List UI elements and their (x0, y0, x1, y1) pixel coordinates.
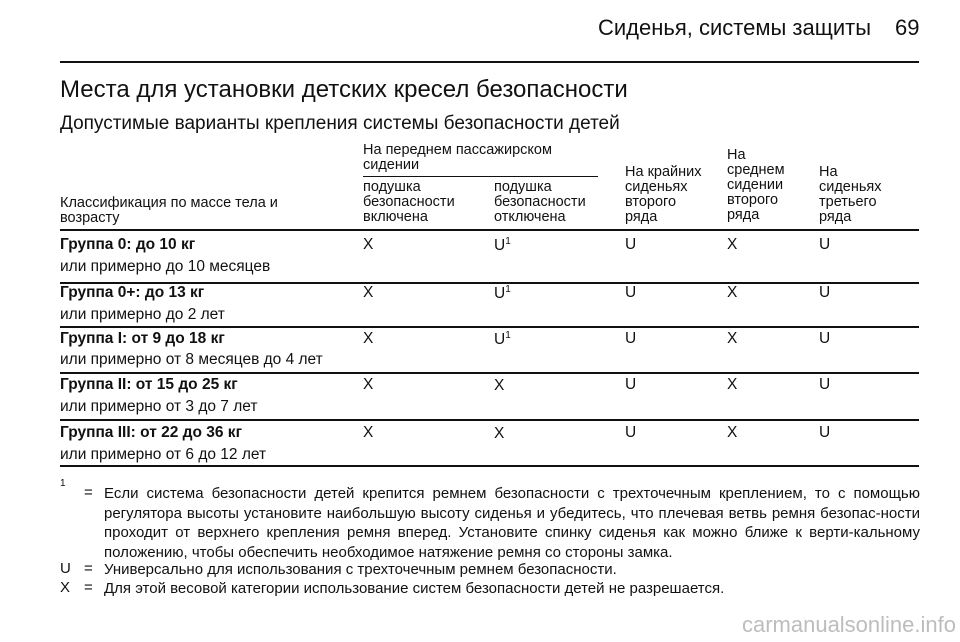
table-header-airbag-on: подушка безопасности включена (363, 179, 455, 225)
age-label: или примерно от 3 до 7 лет (60, 398, 258, 415)
cell-airbag-on: X (363, 376, 374, 393)
cell-second-outer: U (625, 376, 637, 393)
footnote-text: Если система безопасности детей крепится ремнем безопасности с трехточечным креплением, то с помощью регулятора высоты установите наибольшую высоту сиденья и убедитесь, что плечевая ветвь ремня безопас-ности проходит от верхнего крепления ремня вперед. Установите спинку сиденья как можно ближе к верти-кальному положению, чтобы обеспечить необходимое натяжение ремня со стороны замка. (104, 485, 920, 561)
group-label: Группа 0: до 10 кг (60, 236, 196, 253)
section-heading: Места для установки детских кресел безопасности (60, 76, 628, 103)
cell-second-center: X (727, 424, 738, 441)
cell-third: U (819, 376, 831, 393)
footnote-equals: = (84, 579, 93, 596)
cell-third: U (819, 424, 831, 441)
row-rule (60, 419, 919, 421)
cell-airbag-off: $U^1$ (494, 330, 511, 349)
cell-airbag-off: X (494, 425, 505, 443)
watermark: carmanualsonline.info (741, 612, 956, 637)
cell-second-outer: U (625, 284, 637, 301)
cell-second-center: X (727, 284, 738, 301)
cell-airbag-off: X (494, 377, 505, 395)
footnote-equals: = (84, 484, 93, 501)
cell-second-outer: U (625, 330, 637, 347)
table-header-second-row-center: На среднем сидении второго ряда (727, 147, 785, 223)
group-label: Группа 0+: до 13 кг (60, 284, 205, 301)
cell-airbag-off: $U^1$ (494, 284, 511, 303)
table-header-front-passenger: На переднем пассажирском сидении (363, 142, 552, 173)
footnote-mark: 1 (60, 478, 66, 489)
row-rule (60, 372, 919, 374)
row-rule (60, 326, 919, 328)
footnote-text: Для этой весовой категории использование систем безопасности детей не разрешается. (104, 580, 725, 597)
group-label: Группа II: от 15 до 25 кг (60, 376, 238, 393)
age-label: или примерно до 10 месяцев (60, 258, 271, 275)
table-header-third-row: На сиденьях третьего ряда (819, 164, 882, 225)
page-header-title: Сиденья, системы защиты (598, 15, 872, 40)
cell-third: U (819, 330, 831, 347)
cell-airbag-on: X (363, 424, 374, 441)
age-label: или примерно от 8 месяцев до 4 лет (60, 351, 323, 368)
front-passenger-rule (363, 176, 598, 177)
table-header-airbag-off: подушка безопасности отключена (494, 179, 586, 225)
table-bottom-rule (60, 465, 919, 467)
age-label: или примерно до 2 лет (60, 306, 225, 323)
footnote-equals: = (84, 560, 93, 577)
section-subheading: Допустимые варианты крепления системы безопасности детей (60, 113, 620, 134)
cell-third: U (819, 236, 831, 253)
header-rule (60, 61, 919, 63)
cell-third: U (819, 284, 831, 301)
cell-second-center: X (727, 330, 738, 347)
table-header-second-row-outer: На крайних сиденьях второго ряда (625, 164, 702, 225)
table-header-rule (60, 229, 919, 231)
cell-airbag-off: $U^1$ (494, 236, 511, 255)
age-label: или примерно от 6 до 12 лет (60, 446, 267, 463)
footnote-text: Универсально для использования с трехточечным ремнем безопасности. (104, 561, 617, 578)
footnote-mark: X (60, 579, 71, 596)
group-label: Группа I: от 9 до 18 кг (60, 330, 225, 347)
cell-second-outer: U (625, 424, 637, 441)
cell-airbag-on: X (363, 284, 374, 301)
cell-second-center: X (727, 236, 738, 253)
group-label: Группа III: от 22 до 36 кг (60, 424, 243, 441)
cell-airbag-on: X (363, 330, 374, 347)
cell-second-outer: U (625, 236, 637, 253)
page-number: 69 (895, 15, 920, 40)
cell-airbag-on: X (363, 236, 374, 253)
footnote-mark: U (60, 560, 71, 577)
cell-second-center: X (727, 376, 738, 393)
table-header-classification: Классификация по массе тела и возрасту (60, 195, 278, 226)
